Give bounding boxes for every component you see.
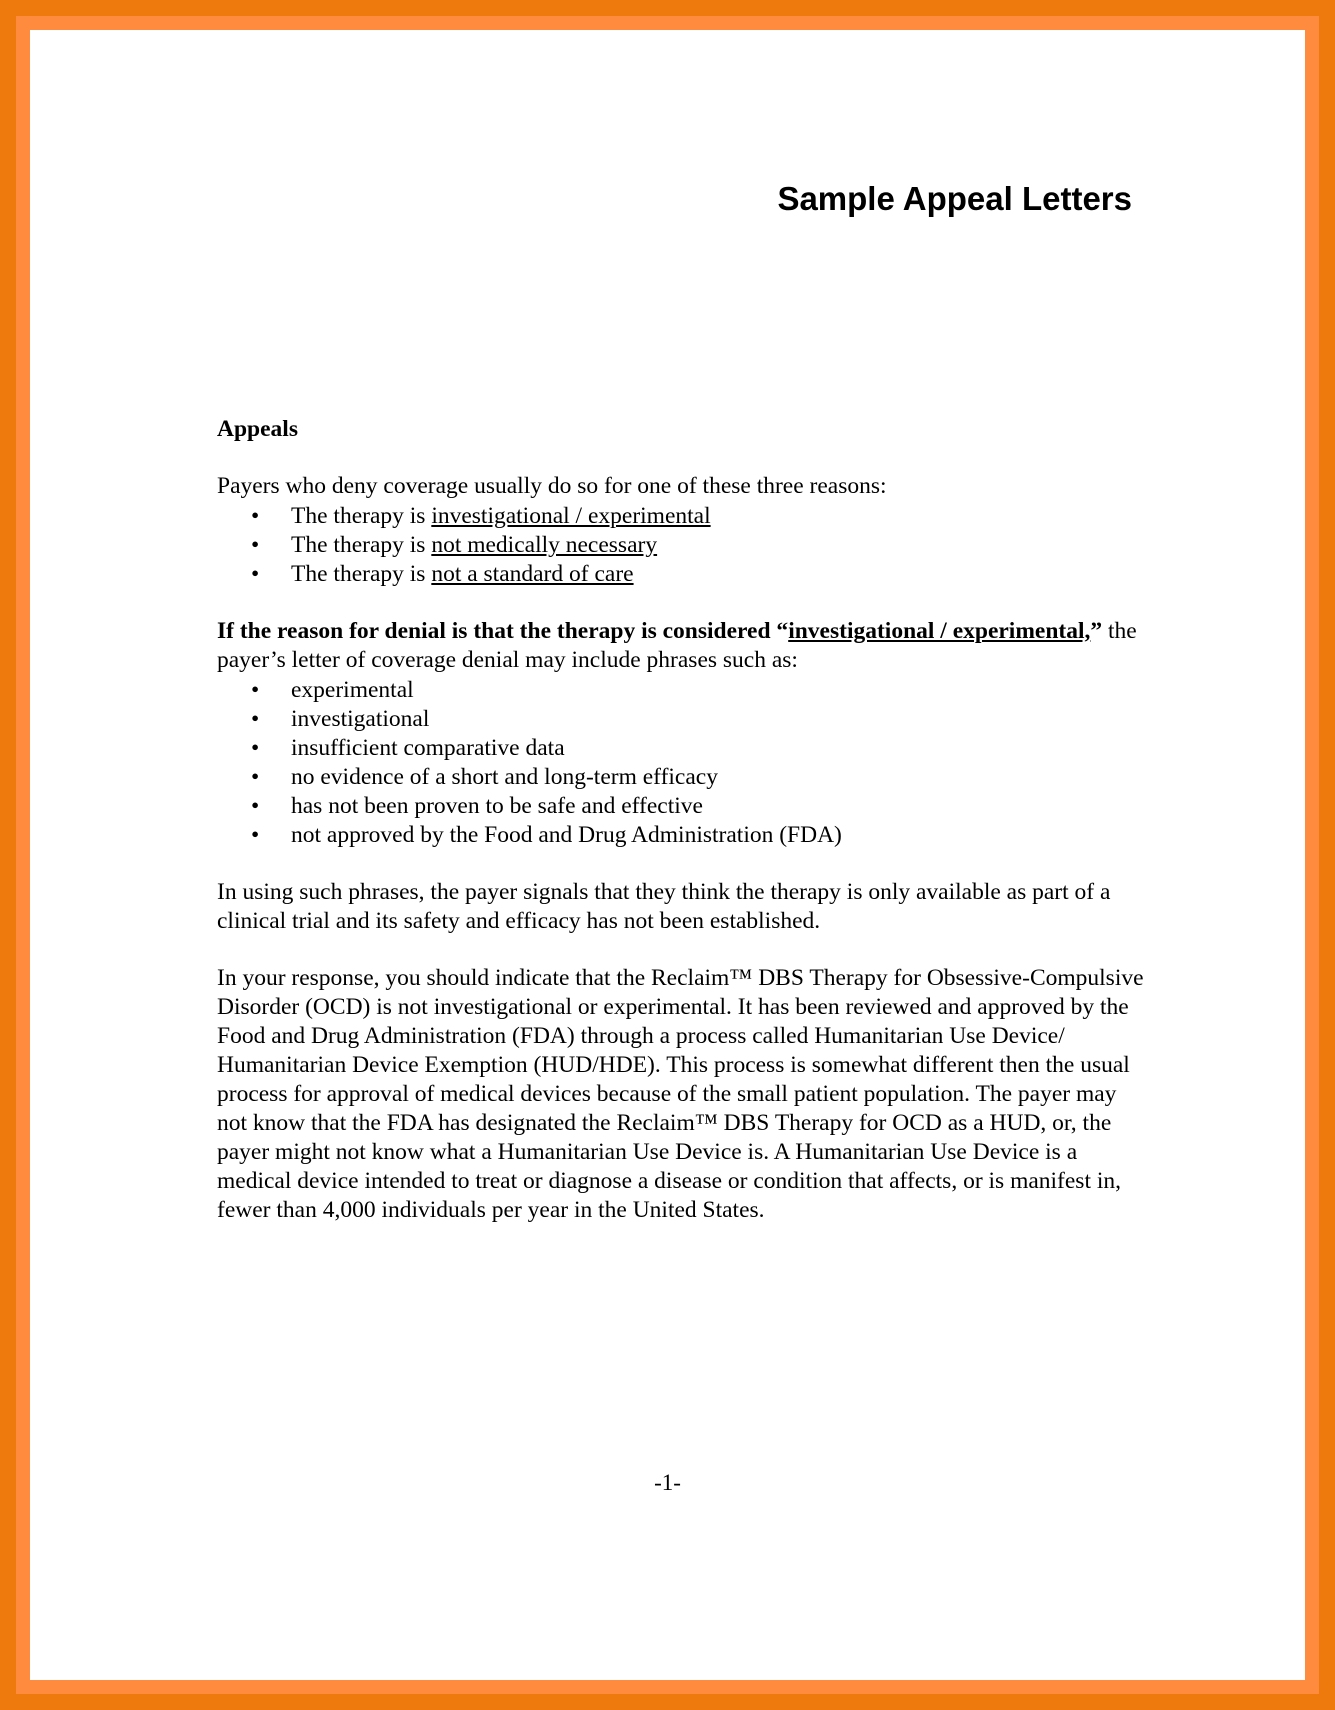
phrase-text: not approved by the Food and Drug Administration (FDA) [291, 822, 842, 848]
bullet-icon: • [251, 793, 260, 819]
list-item [217, 502, 1147, 531]
reason-prefix: The therapy is [291, 561, 432, 587]
phrase-text: has not been proven to be safe and effective [291, 793, 703, 819]
phrase-text: experimental [291, 677, 414, 703]
phrase-text: insufficient comparative data [291, 735, 565, 761]
phrase-text: investigational [291, 706, 430, 732]
bullet-icon: • [251, 735, 260, 761]
bullet-icon: • [251, 532, 260, 558]
reason-emphasis: investigational / experimental [431, 503, 711, 529]
bullet-icon: • [251, 822, 260, 848]
list-item [217, 734, 1147, 763]
denial-lead-close: ” [1090, 618, 1103, 644]
list-item [217, 763, 1147, 792]
body-paragraph-1: In using such phrases, the payer signals that they think the therapy is only available as part of a clinical trial and its safety and efficacy has not been established. [217, 879, 1111, 934]
denial-lead-underlined: investigational / experimental, [788, 618, 1091, 644]
phrase-text: no evidence of a short and long-term efficacy [291, 764, 718, 790]
denial-lead-bold: If the reason for denial is that the therapy is considered “ [217, 618, 789, 644]
page-number: -1- [654, 1470, 681, 1495]
body-paragraph-2: In your response, you should indicate that the Reclaim™ DBS Therapy for Obsessive-Compulsive Disorder (OCD) is not investigational or experimental. It has been reviewed and approved by the Food and Drug Administration (FDA) through a process called Humanitarian Use Device/ Humanitarian Device Exemption (HUD/HDE). This process is somewhat different then the usual process for approval of medical devices because of the small patient population. The payer may not know that the FDA has designated the Reclaim™ DBS Therapy for OCD as a HUD, or, the payer might not know what a Humanitarian Use Device is. A Humanitarian Use Device is a medical device intended to treat or diagnose a disease or condition that affects, or is manifest in, fewer than 4,000 individuals per year in the United States. [217, 965, 1144, 1223]
reasons-intro: Payers who deny coverage usually do so for one of these three reasons: [217, 473, 887, 499]
document-body [217, 415, 1147, 1225]
reason-prefix: The therapy is [291, 532, 432, 558]
list-item [217, 821, 1147, 850]
bullet-icon: • [251, 561, 260, 587]
reason-emphasis: not medically necessary [431, 532, 658, 558]
reasons-list [217, 502, 1147, 589]
document-page [30, 30, 1305, 1680]
bullet-icon: • [251, 764, 260, 790]
bullet-icon: • [251, 503, 260, 529]
list-item [217, 792, 1147, 821]
list-item [217, 676, 1147, 705]
reason-prefix: The therapy is [291, 503, 432, 529]
denial-lead-rest: the payer’s letter of coverage denial may include phrases such as: [217, 618, 1137, 673]
phrases-list [217, 676, 1147, 850]
section-heading-appeals: Appeals [217, 416, 298, 442]
document-title: Sample Appeal Letters [777, 180, 1132, 217]
list-item [217, 705, 1147, 734]
reason-emphasis: not a standard of care [431, 561, 634, 587]
denial-lead-paragraph [217, 617, 1147, 675]
list-item [217, 560, 1147, 589]
bullet-icon: • [251, 706, 260, 732]
bullet-icon: • [251, 677, 260, 703]
list-item [217, 531, 1147, 560]
